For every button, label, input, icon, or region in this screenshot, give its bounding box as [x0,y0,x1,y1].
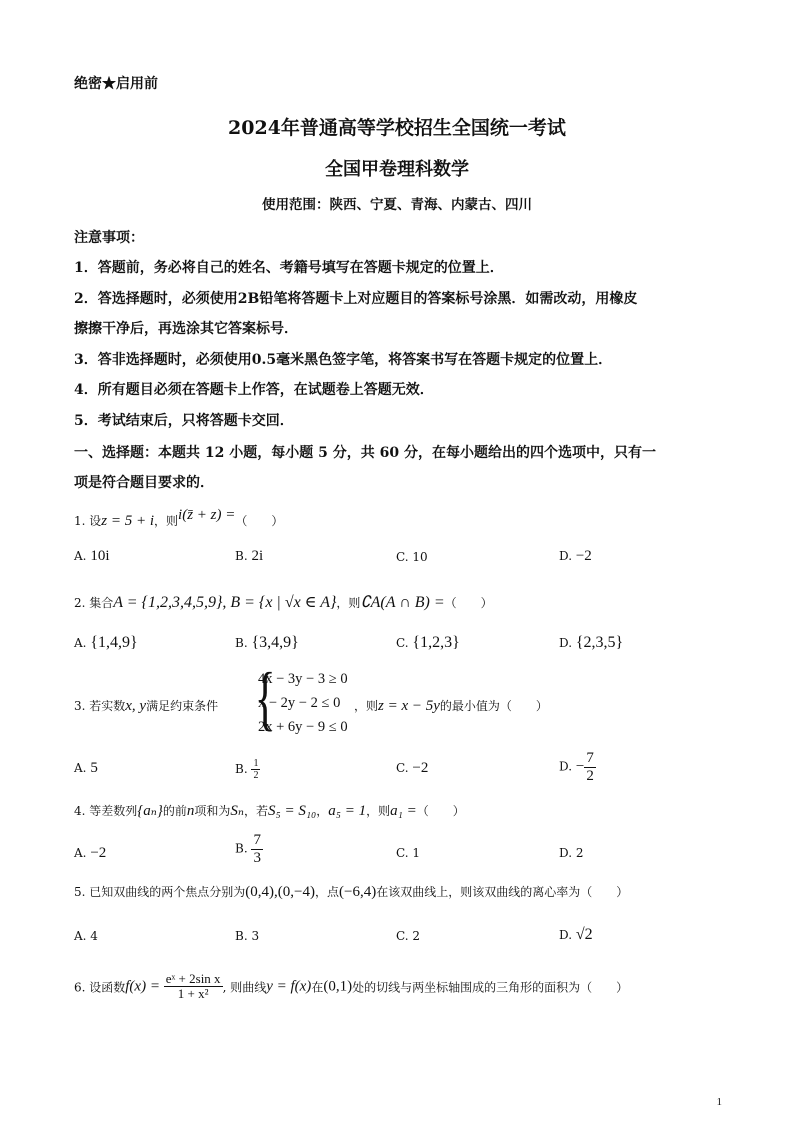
q4-option-a: A. −2 [74,845,107,861]
q2-option-b: B. {3,4,9} [235,634,299,651]
q2-option-d: D. {2,3,5} [559,634,624,651]
q5-option-d: D. √2 [559,926,593,943]
question-2: 2. 集合A = {1,2,3,4,5,9}, B = {x | √x ∈ A}，则∁A(A ∩ B) =（ ） [74,594,493,611]
note-item: 擦擦干净后，再选涂其它答案标号． [74,321,298,337]
constraint-3: 2x + 6y − 9 ≤ 0 [258,719,348,735]
constraint-1: 4x − 3y − 3 ≥ 0 [258,671,348,687]
q4-option-b: B. $\frac{7}{3}$ [235,832,261,866]
page-number: 1 [716,1096,722,1108]
exam-title: 2024年普通高等学校招生全国统一考试 [228,117,566,139]
q4-option-c: C. 1 [396,846,421,860]
question-3-tail: ，则z = x − 5y的最小值为（ ） [354,698,548,714]
question-1: 1. 设z = 5 + i，则i(z̄ + z) =（ ） [74,507,284,529]
note-item: 1．答题前，务必将自己的姓名、考籍号填写在答题卡规定的位置上． [74,260,504,276]
note-item: 5．考试结束后，只将答题卡交回． [74,413,294,429]
secret-label: 绝密★启用前 [74,76,158,92]
system-brace: { [254,658,276,738]
q5-option-c: C. 2 [396,929,421,943]
question-3: 3. 若实数x, y满足约束条件 [74,698,219,714]
q1-option-a: A. 10i [74,548,110,564]
exam-subtitle: 全国甲卷理科数学 [325,159,469,180]
question-6: 6. 设函数f(x) = $\frac{\text{eˣ + 2sin x}}{\text{1 + x²}}$ , 则曲线y = f(x)在(0,1)处的切线与两坐标轴围成的三角形的面积为（ ） [74,971,629,1002]
q3-option-c: C. −2 [396,760,429,776]
q1-option-d: D. −2 [559,548,592,564]
question-4: 4. 等差数列{aₙ}的前n项和为Sₙ，若S₅ = S₁₀，a₅ = 1，则a₁ =（ ） [74,803,465,819]
note-item: 2．答选择题时，必须使用2B铅笔将答题卡上对应题目的答案标号涂黑．如需改动，用橡皮 [74,291,638,307]
q2-option-a: A. {1,4,9} [74,634,138,651]
q4-option-d: D. 2 [559,846,584,860]
section-heading-cont: 项是符合题目要求的． [74,475,214,491]
q1-option-c: C. 10 [396,550,428,564]
usage-scope: 使用范围：陕西、宁夏、青海、内蒙古、四川 [262,197,532,213]
notes-heading: 注意事项： [74,230,144,246]
q5-option-b: B. 3 [235,929,260,943]
q2-option-c: C. {1,2,3} [396,634,460,651]
q1-option-b: B. 2i [235,548,264,564]
q5-option-a: A. 4 [74,929,98,943]
section-heading: 一、选择题：本题共 12 小题，每小题 5 分，共 60 分，在每小题给出的四个选项中，只有一 [74,445,656,461]
q3-option-b: B. $\frac{1}{2}$ [235,758,259,781]
constraint-2: x − 2y − 2 ≤ 0 [258,695,341,711]
note-item: 4．所有题目必须在答题卡上作答，在试题卷上答题无效． [74,382,434,398]
note-item: 3．答非选择题时，必须使用0.5毫米黑色签字笔，将答案书写在答题卡规定的位置上． [74,352,613,368]
q3-option-a: A. 5 [74,760,98,776]
question-5: 5. 已知双曲线的两个焦点分别为(0,4),(0,−4)，点(−6,4)在该双曲线上，则该双曲线的离心率为（ ） [74,884,629,900]
q3-option-d: D. − $\frac{7}{2}$ [559,750,594,784]
